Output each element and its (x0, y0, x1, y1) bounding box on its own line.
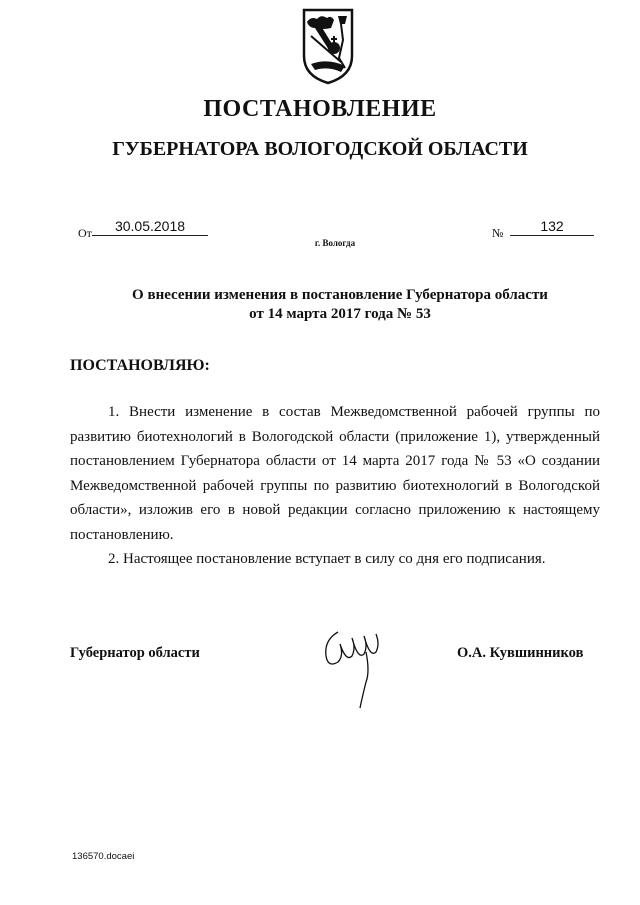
decree-body (70, 400, 600, 572)
subject-line-1: О внесении изменения в постановление Губернатора области (132, 287, 548, 303)
document-date: 30.05.2018 (92, 218, 208, 236)
decree-item-1: 1. Внести изменение в состав Межведомственной рабочей группы по развитию биотехнологий в Вологодской области (приложение 1), утвержденный постановлением Губернатора области от 14 марта 2017 года № 53 «О создании Межведомственной рабочей группы по развитию биотехнологий в Вологодской области», изложив его в новой редакции согласно приложению к настоящему постановлению. (70, 404, 600, 543)
number-prefix: № (492, 226, 504, 240)
document-subject (60, 286, 620, 324)
city: г. Вологда (314, 238, 356, 248)
signatory-name: О.А. Кувшинников (457, 645, 584, 661)
date-prefix: От (78, 226, 92, 240)
decree-item-2: 2. Настоящее постановление вступает в силу со дня его подписания. (108, 551, 546, 567)
document-number: 132 (510, 218, 594, 236)
file-reference: 136570.docaei (72, 851, 135, 862)
subject-line-2: от 14 марта 2017 года № 53 (249, 306, 431, 322)
document-subtitle: ГУБЕРНАТОРА ВОЛОГОДСКОЙ ОБЛАСТИ (112, 138, 528, 160)
handwritten-signature-icon (316, 622, 392, 712)
document-title: ПОСТАНОВЛЕНИЕ (203, 96, 437, 122)
coat-of-arms-icon (301, 6, 355, 86)
signatory-role: Губернатор области (70, 645, 200, 661)
decree-heading: ПОСТАНОВЛЯЮ: (70, 357, 210, 374)
